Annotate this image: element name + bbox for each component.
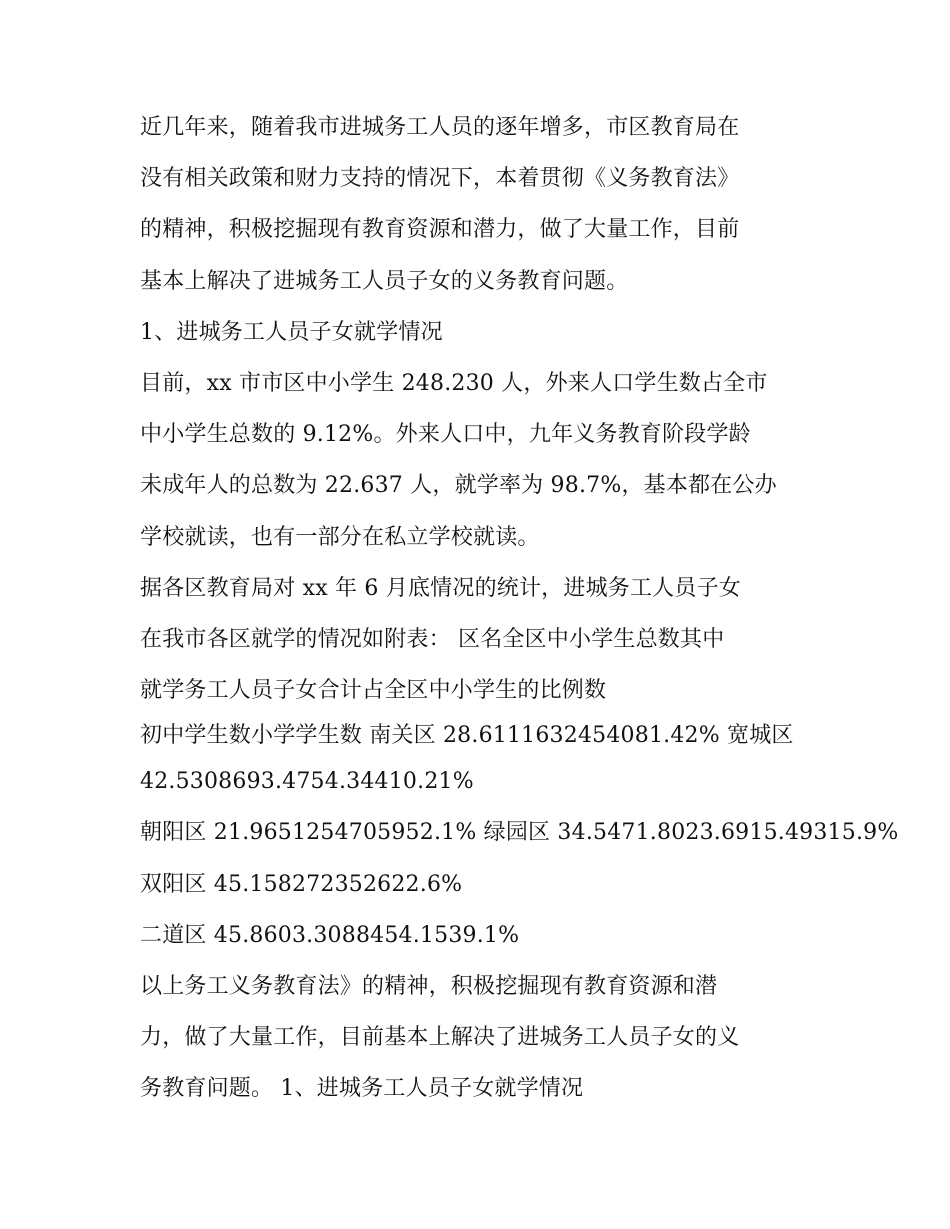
text-line-6: 目前，xx 市市区中小学生 248.230 人，外来人口学生数占全市 [140, 370, 768, 396]
table-line-1: 初中学生数小学学生数 南关区 28.6111632454081.42% 宽城区 [140, 723, 794, 749]
text-line-20: 务教育问题。 1、进城务工人员子女就学情况 [140, 1076, 584, 1102]
table-line-3: 朝阳区 21.9651254705952.1% 绿园区 34.5471.8023.6915.49315.9% [140, 820, 899, 846]
text-line-4: 基本上解决了进城务工人员子女的义务教育问题。 [140, 268, 629, 294]
text-line-11: 在我市各区就学的情况如附表： 区名全区中小学生总数其中 [140, 626, 725, 652]
text-line-2: 没有相关政策和财力支持的情况下，本着贯彻《义务教育法》 [140, 166, 740, 192]
text-line-8: 未成年人的总数为 22.637 人，就学率为 98.7%，基本都在公办 [140, 473, 777, 499]
text-line-12: 就学务工人员子女合计占全区中小学生的比例数 [140, 678, 607, 704]
table-line-2: 42.5308693.4754.34410.21% [140, 769, 474, 795]
text-line-18: 以上务工义务教育法》的精神，积极挖掘现有教育资源和潜 [140, 974, 718, 999]
text-line-1: 近几年来，随着我市进城务工人员的逐年增多，市区教育局在 [140, 115, 740, 140]
text-line-19: 力，做了大量工作，目前基本上解决了进城务工人员子女的义 [140, 1025, 740, 1051]
document-body [140, 102, 899, 1115]
text-line-10: 据各区教育局对 xx 年 6 月底情况的统计，进城务工人员子女 [140, 575, 741, 601]
section-heading: 1、进城务工人员子女就学情况 [140, 319, 443, 345]
text-line-9: 学校就读，也有一部分在私立学校就读。 [140, 524, 540, 550]
table-line-5: 二道区 45.8603.3088454.1539.1% [140, 922, 520, 948]
text-line-3: 的精神，积极挖掘现有教育资源和潜力，做了大量工作，目前 [140, 217, 740, 243]
text-line-7: 中小学生总数的 9.12%。外来人口中，九年义务教育阶段学龄 [140, 422, 751, 448]
table-line-4: 双阳区 45.158272352622.6% [140, 871, 463, 897]
